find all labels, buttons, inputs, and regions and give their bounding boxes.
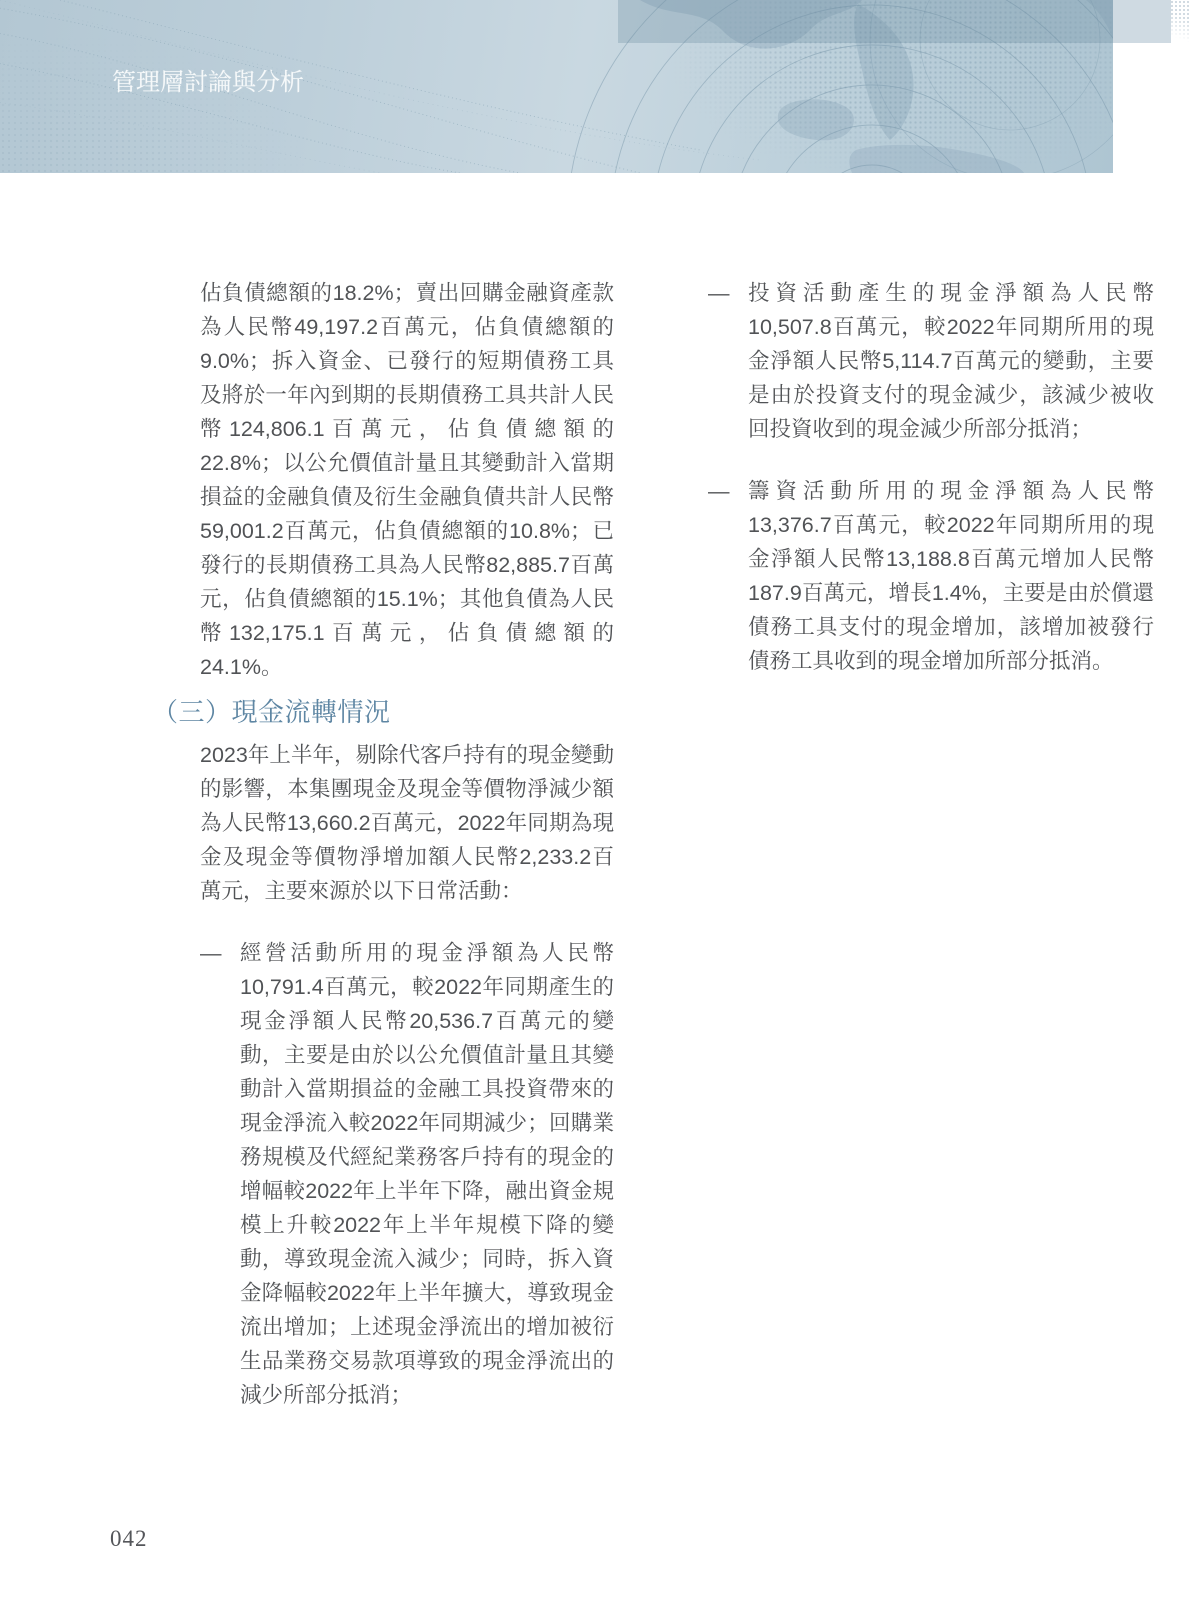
left-column [152, 276, 614, 1412]
page-number: 042 [110, 1526, 148, 1551]
header-corner-box [1113, 0, 1171, 43]
corner-speckle-graphic [1170, 0, 1190, 50]
bullet-dash: — [200, 941, 222, 965]
bullet-financing-activities [708, 474, 1154, 678]
header-banner [0, 0, 1113, 173]
bullet-dash: — [708, 479, 730, 503]
bullet-financing-activities-text: 籌資活動所用的現金淨額為人民幣13,376.7百萬元，較2022年同期所用的現金淨額人民幣13,188.8百萬元增加人民幣187.9百萬元，增長1.4%，主要是由於償還債務工具支付的現金增加，該增加被發行債務工具收到的現金增加所部分抵消。 [748, 479, 1154, 673]
bullet-dash: — [708, 281, 730, 305]
bullet-investing-activities [708, 276, 1154, 446]
bullet-investing-activities-text: 投資活動產生的現金淨額為人民幣10,507.8百萬元，較2022年同期所用的現金淨額人民幣5,114.7百萬元的變動，主要是由於投資支付的現金減少，該減少被收回投資收到的現金減少所部分抵消； [748, 281, 1154, 441]
page-title: 管理層討論與分析 [112, 70, 304, 96]
bullet-operating-activities-text: 經營活動所用的現金淨額為人民幣10,791.4百萬元，較2022年同期產生的現金淨額人民幣20,536.7百萬元的變動，主要是由於以公允價值計量且其變動計入當期損益的金融工具投資帶來的現金淨流入較2022年同期減少；回購業務規模及代經紀業務客戶持有的現金的增幅較2022年上半年下降，融出資金規模上升較2022年上半年規模下降的變動，導致現金流入減少；同時，拆入資金降幅較2022年上半年擴大，導致現金流出增加；上述現金淨流出的增加被衍生品業務交易款項導致的現金淨流出的減少所部分抵消； [240, 941, 614, 1407]
liabilities-paragraph: 佔負債總額的18.2%；賣出回購金融資產款為人民幣49,197.2百萬元，佔負債總額的9.0%；拆入資金、已發行的短期債務工具及將於一年內到期的長期債務工具共計人民幣124,806.1百萬元，佔負債總額的22.8%；以公允價值計量且其變動計入當期損益的金融負債及衍生金融負債共計人民幣59,001.2百萬元，佔負債總額的10.8%；已發行的長期債務工具為人民幣82,885.7百萬元，佔負債總額的15.1%；其他負債為人民幣132,175.1百萬元，佔負債總額的24.1%。 [200, 281, 614, 679]
bullet-operating-activities [200, 936, 614, 1412]
cash-flow-intro-paragraph: 2023年上半年，剔除代客戶持有的現金變動的影響，本集團現金及現金等價物淨減少額為人民幣13,660.2百萬元，2022年同期為現金及現金等價物淨增加額人民幣2,233.2百萬元，主要來源於以下日常活動： [200, 743, 614, 903]
right-column [708, 276, 1154, 678]
header-top-band [618, 0, 1113, 43]
section-heading-cash-flow: （三）現金流轉情況 [152, 697, 391, 727]
